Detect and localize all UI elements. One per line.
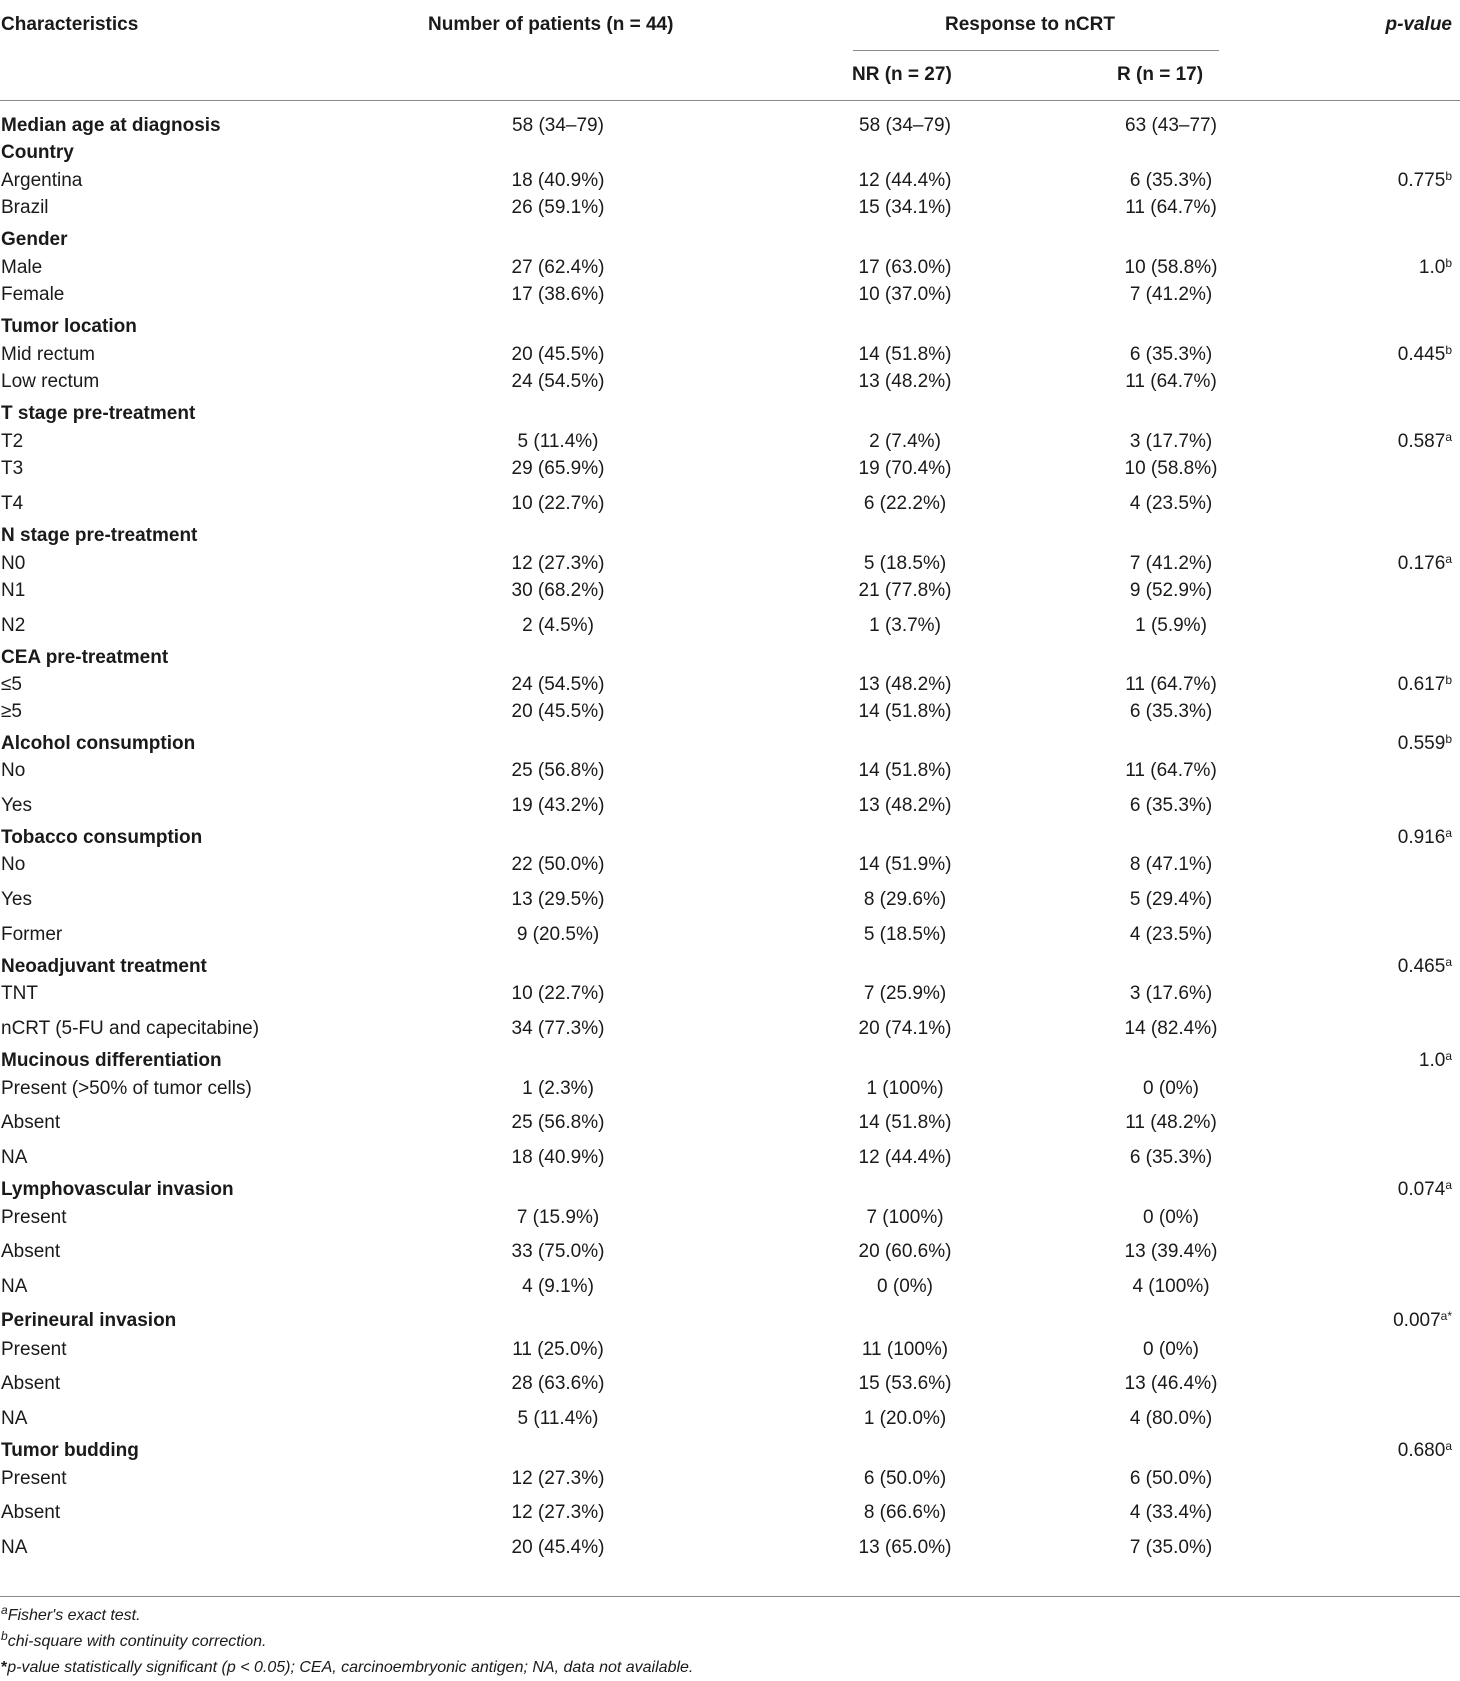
row-label: ≥5 — [1, 701, 22, 722]
pvalue-number: 1.0 — [1418, 257, 1446, 278]
row-label: Alcohol consumption — [1, 733, 196, 754]
cell-pvalue — [1398, 341, 1452, 369]
cell-nr: 13 (48.2%) — [858, 371, 952, 392]
cell-nr: 1 (100%) — [866, 1078, 944, 1099]
cell-nr: 1 (3.7%) — [869, 615, 941, 636]
table-section-row — [0, 824, 1460, 852]
pvalue-footnote-mark: b — [1445, 169, 1452, 183]
pvalue-footnote-mark: a* — [1440, 1309, 1452, 1323]
footnote-a: $^a$Fisher's exact test. — [1, 1603, 141, 1624]
table-row — [0, 1204, 1460, 1232]
row-label: Neoadjuvant treatment — [1, 956, 207, 977]
row-label: No — [1, 854, 26, 875]
cell-r: 4 (23.5%) — [1129, 493, 1213, 514]
row-label: NA — [1, 1147, 28, 1168]
row-label: Yes — [1, 889, 32, 910]
cell-nr: 5 (18.5%) — [863, 553, 947, 574]
cell-patients: 12 (27.3%) — [511, 1468, 605, 1489]
pvalue-footnote-mark: b — [1445, 343, 1452, 357]
cell-nr: 10 (37.0%) — [858, 284, 952, 305]
header-pvalue: p-value — [1385, 14, 1452, 35]
cell-pvalue — [1398, 1176, 1452, 1204]
row-label: Present — [1, 1207, 67, 1228]
cell-patients: 12 (27.3%) — [511, 1502, 605, 1523]
cell-nr: 8 (66.6%) — [863, 1502, 947, 1523]
header-patients: Number of patients (n = 44) — [428, 14, 674, 35]
cell-r: 7 (41.2%) — [1129, 284, 1213, 305]
row-label: Perineural invasion — [1, 1310, 177, 1331]
cell-patients: 9 (20.5%) — [516, 924, 600, 945]
cell-r: 13 (39.4%) — [1124, 1241, 1218, 1262]
header-nr: NR (n = 27) — [852, 64, 952, 85]
cell-nr: 13 (65.0%) — [858, 1537, 952, 1558]
table-section-row — [0, 1176, 1460, 1204]
cell-patients: 18 (40.9%) — [511, 1147, 605, 1168]
pvalue-footnote-mark: a — [1445, 552, 1452, 566]
cell-nr: 8 (29.6%) — [863, 889, 947, 910]
cell-patients: 58 (34–79) — [512, 115, 604, 136]
cell-nr: 7 (100%) — [866, 1207, 944, 1228]
row-label: Present (>50% of tumor cells) — [1, 1078, 252, 1099]
row-label: No — [1, 760, 26, 781]
cell-patients: 13 (29.5%) — [511, 889, 605, 910]
table-section-row — [0, 1307, 1460, 1335]
cell-patients: 24 (54.5%) — [511, 674, 605, 695]
cell-nr: 17 (63.0%) — [858, 257, 952, 278]
footnote-b: $^b$chi-square with continuity correction. — [1, 1629, 267, 1650]
footnote-star: *p-value statistically significant (p < 0.05); CEA, carcinoembryonic antigen; NA, data not available. — [1, 1659, 694, 1676]
row-label: NA — [1, 1276, 28, 1297]
pvalue-footnote-mark: a — [1445, 1049, 1452, 1063]
cell-nr: 20 (74.1%) — [858, 1018, 952, 1039]
table-row — [0, 281, 1460, 309]
cell-nr: 19 (70.4%) — [858, 458, 952, 479]
cell-r: 13 (46.4%) — [1124, 1373, 1218, 1394]
cell-r: 7 (41.2%) — [1129, 553, 1213, 574]
cell-r: 4 (100%) — [1132, 1276, 1210, 1297]
header-characteristics: Characteristics — [1, 14, 139, 35]
cell-pvalue — [1398, 167, 1452, 195]
pvalue-number: 0.074 — [1397, 1179, 1446, 1200]
row-label: Present — [1, 1339, 67, 1360]
table-section-row — [0, 1047, 1460, 1075]
row-label: Yes — [1, 795, 32, 816]
row-label: Tobacco consumption — [1, 827, 203, 848]
header-bottom-rule — [0, 100, 1460, 101]
row-label: nCRT (5-FU and capecitabine) — [1, 1018, 260, 1039]
cell-pvalue — [1398, 1437, 1452, 1465]
table-section-row — [0, 953, 1460, 981]
cell-pvalue — [1398, 671, 1452, 699]
row-label: Median age at diagnosis — [1, 115, 221, 136]
pvalue-number: 0.775 — [1397, 170, 1446, 191]
cell-patients: 27 (62.4%) — [511, 257, 605, 278]
row-label: N1 — [1, 580, 26, 601]
pvalue-footnote-mark: a — [1445, 1439, 1452, 1453]
pvalue-footnote-mark: a — [1445, 955, 1452, 969]
cell-nr: 12 (44.4%) — [858, 170, 952, 191]
row-label: Brazil — [1, 197, 49, 218]
pvalue-number: 0.916 — [1397, 827, 1446, 848]
table-section-row — [0, 730, 1460, 758]
cell-pvalue — [1398, 953, 1452, 981]
table-row — [0, 698, 1460, 726]
cell-nr: 6 (22.2%) — [863, 493, 947, 514]
cell-r: 8 (47.1%) — [1129, 854, 1213, 875]
cell-r: 11 (64.7%) — [1125, 371, 1217, 392]
table-row — [0, 167, 1460, 195]
cell-patients: 33 (75.0%) — [511, 1241, 605, 1262]
row-label: T2 — [1, 431, 24, 452]
cell-pvalue — [1419, 254, 1452, 282]
row-label: Tumor budding — [1, 1440, 139, 1461]
table-section-row — [0, 139, 1460, 167]
cell-patients: 12 (27.3%) — [511, 553, 605, 574]
cell-r: 5 (29.4%) — [1129, 889, 1213, 910]
cell-nr: 14 (51.9%) — [858, 854, 952, 875]
cell-pvalue — [1398, 428, 1452, 456]
table-section-row — [0, 226, 1460, 254]
table-row — [0, 1465, 1460, 1493]
cell-patients: 25 (56.8%) — [511, 760, 605, 781]
cell-patients: 30 (68.2%) — [511, 580, 605, 601]
cell-pvalue — [1419, 1047, 1452, 1075]
cell-nr: 14 (51.8%) — [858, 1112, 952, 1133]
pvalue-number: 0.587 — [1397, 431, 1446, 452]
cell-patients: 29 (65.9%) — [511, 458, 605, 479]
cell-r: 6 (35.3%) — [1129, 701, 1213, 722]
cell-r: 6 (50.0%) — [1129, 1468, 1213, 1489]
cell-r: 6 (35.3%) — [1129, 795, 1213, 816]
row-label: N0 — [1, 553, 26, 574]
cell-r: 6 (35.3%) — [1129, 170, 1213, 191]
table-row — [0, 455, 1460, 483]
table-row — [0, 1109, 1460, 1137]
row-label: Absent — [1, 1241, 61, 1262]
cell-patients: 10 (22.7%) — [511, 983, 605, 1004]
table-section-row — [0, 112, 1460, 140]
pvalue-number: 0.617 — [1397, 674, 1446, 695]
pvalue-footnote-mark: b — [1445, 732, 1452, 746]
row-label: T3 — [1, 458, 24, 479]
table-row — [0, 1405, 1460, 1433]
cell-r: 0 (0%) — [1143, 1078, 1199, 1099]
pvalue-number: 1.0 — [1418, 1050, 1446, 1071]
cell-patients: 17 (38.6%) — [511, 284, 605, 305]
row-label: Absent — [1, 1502, 61, 1523]
cell-r: 63 (43–77) — [1125, 115, 1217, 136]
cell-r: 10 (58.8%) — [1124, 458, 1218, 479]
row-label: Present — [1, 1468, 67, 1489]
cell-pvalue — [1398, 824, 1452, 852]
cell-patients: 19 (43.2%) — [511, 795, 605, 816]
cell-patients: 20 (45.5%) — [511, 344, 605, 365]
row-label: Absent — [1, 1112, 61, 1133]
cell-nr: 1 (20.0%) — [863, 1408, 947, 1429]
pvalue-number: 0.176 — [1397, 553, 1446, 574]
row-label: N stage pre-treatment — [1, 525, 198, 546]
table-row — [0, 1273, 1460, 1301]
cell-patients: 22 (50.0%) — [511, 854, 605, 875]
cell-r: 7 (35.0%) — [1129, 1537, 1213, 1558]
table-row — [0, 254, 1460, 282]
cell-nr: 13 (48.2%) — [858, 795, 952, 816]
table-row — [0, 577, 1460, 605]
cell-r: 11 (48.2%) — [1125, 1112, 1217, 1133]
cell-nr: 58 (34–79) — [859, 115, 951, 136]
cell-r: 0 (0%) — [1143, 1207, 1199, 1228]
table-row — [0, 671, 1460, 699]
row-label: Female — [1, 284, 65, 305]
cell-nr: 15 (53.6%) — [858, 1373, 952, 1394]
cell-nr: 0 (0%) — [877, 1276, 933, 1297]
cell-nr: 7 (25.9%) — [863, 983, 947, 1004]
pvalue-footnote-mark: b — [1445, 256, 1452, 270]
table-row — [0, 1075, 1460, 1103]
table-row — [0, 886, 1460, 914]
cell-r: 4 (80.0%) — [1129, 1408, 1213, 1429]
pvalue-number: 0.465 — [1397, 956, 1446, 977]
row-label: TNT — [1, 983, 38, 1004]
table-row — [0, 194, 1460, 222]
table-section-row — [0, 313, 1460, 341]
row-label: Former — [1, 924, 63, 945]
table-row — [0, 1015, 1460, 1043]
cell-patients: 2 (4.5%) — [522, 615, 594, 636]
row-label: Mucinous differentiation — [1, 1050, 222, 1071]
row-label: NA — [1, 1537, 28, 1558]
row-label: Lymphovascular invasion — [1, 1179, 234, 1200]
cell-nr: 6 (50.0%) — [863, 1468, 947, 1489]
pvalue-footnote-mark: a — [1445, 430, 1452, 444]
row-label: CEA pre-treatment — [1, 647, 169, 668]
cell-nr: 11 (100%) — [861, 1339, 949, 1360]
cell-patients: 20 (45.5%) — [511, 701, 605, 722]
pvalue-footnote-mark: a — [1445, 1178, 1452, 1192]
row-label: Male — [1, 257, 43, 278]
table-row — [0, 428, 1460, 456]
table-row — [0, 1336, 1460, 1364]
cell-patients: 5 (11.4%) — [517, 1408, 599, 1429]
header-r: R (n = 17) — [1117, 64, 1204, 85]
pvalue-footnote-mark: b — [1445, 673, 1452, 687]
row-label: Gender — [1, 229, 68, 250]
cell-r: 10 (58.8%) — [1124, 257, 1218, 278]
row-label: Argentina — [1, 170, 83, 191]
table-row — [0, 792, 1460, 820]
row-label: Absent — [1, 1373, 61, 1394]
cell-nr: 14 (51.8%) — [858, 760, 952, 781]
cell-r: 6 (35.3%) — [1129, 344, 1213, 365]
cell-nr: 12 (44.4%) — [858, 1147, 952, 1168]
cell-patients: 5 (11.4%) — [517, 431, 599, 452]
table-row — [0, 921, 1460, 949]
header-response: Response to nCRT — [945, 14, 1115, 35]
pvalue-number: 0.007 — [1393, 1310, 1441, 1331]
cell-nr: 15 (34.1%) — [858, 197, 952, 218]
cell-patients: 4 (9.1%) — [522, 1276, 594, 1297]
row-label: Mid rectum — [1, 344, 95, 365]
table-row — [0, 368, 1460, 396]
cell-r: 14 (82.4%) — [1124, 1018, 1218, 1039]
cell-patients: 18 (40.9%) — [511, 170, 605, 191]
cell-patients: 7 (15.9%) — [516, 1207, 600, 1228]
cell-r: 6 (35.3%) — [1129, 1147, 1213, 1168]
cell-patients: 1 (2.3%) — [522, 1078, 594, 1099]
cell-r: 3 (17.6%) — [1129, 983, 1213, 1004]
row-label: Country — [1, 142, 74, 163]
cell-nr: 20 (60.6%) — [858, 1241, 952, 1262]
row-label: N2 — [1, 615, 26, 636]
pvalue-number: 0.680 — [1397, 1440, 1446, 1461]
cell-r: 11 (64.7%) — [1125, 674, 1217, 695]
cell-pvalue — [1393, 1307, 1452, 1335]
table-row — [0, 1238, 1460, 1266]
table-bottom-rule — [0, 1596, 1460, 1597]
row-label: NA — [1, 1408, 28, 1429]
table-section-row — [0, 1437, 1460, 1465]
pvalue-footnote-mark: a — [1445, 826, 1452, 840]
row-label: Low rectum — [1, 371, 100, 392]
pvalue-number: 0.559 — [1397, 733, 1446, 754]
cell-patients: 26 (59.1%) — [511, 197, 605, 218]
cell-r: 4 (33.4%) — [1129, 1502, 1213, 1523]
cell-r: 1 (5.9%) — [1135, 615, 1207, 636]
cell-nr: 5 (18.5%) — [863, 924, 947, 945]
cell-patients: 24 (54.5%) — [511, 371, 605, 392]
table-row — [0, 980, 1460, 1008]
row-label: Tumor location — [1, 316, 137, 337]
row-label: T4 — [1, 493, 24, 514]
cell-r: 4 (23.5%) — [1129, 924, 1213, 945]
cell-nr: 2 (7.4%) — [869, 431, 941, 452]
table-row — [0, 550, 1460, 578]
table-row — [0, 341, 1460, 369]
response-divider — [853, 50, 1219, 51]
cell-nr: 14 (51.8%) — [858, 701, 952, 722]
cell-patients: 34 (77.3%) — [511, 1018, 605, 1039]
cell-patients: 28 (63.6%) — [511, 1373, 605, 1394]
cell-r: 9 (52.9%) — [1129, 580, 1213, 601]
cell-patients: 25 (56.8%) — [511, 1112, 605, 1133]
table-row — [0, 612, 1460, 640]
cell-patients: 11 (25.0%) — [512, 1339, 604, 1360]
table-row — [0, 757, 1460, 785]
cell-pvalue — [1398, 550, 1452, 578]
table-row — [0, 1499, 1460, 1527]
pvalue-number: 0.445 — [1397, 344, 1446, 365]
table-section-row — [0, 522, 1460, 550]
table-row — [0, 1144, 1460, 1172]
cell-nr: 13 (48.2%) — [858, 674, 952, 695]
cell-r: 3 (17.7%) — [1129, 431, 1213, 452]
table-row — [0, 851, 1460, 879]
cell-r: 11 (64.7%) — [1125, 760, 1217, 781]
table-row — [0, 1534, 1460, 1562]
table-section-row — [0, 644, 1460, 672]
cell-patients: 10 (22.7%) — [511, 493, 605, 514]
cell-nr: 21 (77.8%) — [858, 580, 952, 601]
cell-patients: 20 (45.4%) — [511, 1537, 605, 1558]
cell-pvalue — [1398, 730, 1452, 758]
table-row — [0, 1370, 1460, 1398]
table-section-row — [0, 400, 1460, 428]
cell-nr: 14 (51.8%) — [858, 344, 952, 365]
row-label: T stage pre-treatment — [1, 403, 196, 424]
table-row — [0, 490, 1460, 518]
cell-r: 0 (0%) — [1143, 1339, 1199, 1360]
cell-r: 11 (64.7%) — [1125, 197, 1217, 218]
row-label: ≤5 — [1, 674, 22, 695]
